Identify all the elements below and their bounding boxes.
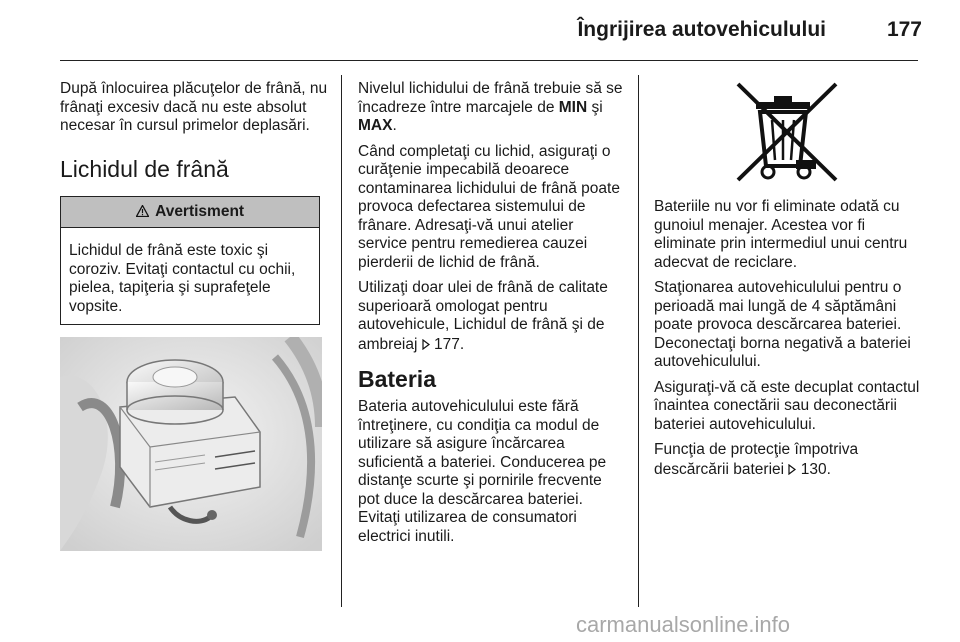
battery-paragraph: Bateria autovehiculului este fără întreţinere, cu condiţia ca modul de utilizare să asigure încărcarea suficientă a bateriei. Conducerea pe distanţe scurte şi pornirile frecvente pot duce la descărcarea bateriei. Evitaţi utilizarea de consumatori electrici inutili. <box>358 398 607 545</box>
watermark: carmanualsonline.info <box>576 612 791 637</box>
warning-box <box>60 196 320 326</box>
brake-fluid-level-paragraph <box>358 80 626 136</box>
fluid-quality-page-ref[interactable]: 177. <box>429 335 465 353</box>
section-heading-brake-fluid: Lichidul de frână <box>60 155 229 182</box>
level-text-and: şi <box>587 98 603 116</box>
column-divider-1 <box>341 75 342 607</box>
parking-paragraph: Staţionarea autovehiculului pentru o perioadă mai lungă de 4 săptămâni poate provoca descărcarea bateriei. Deconectaţi borna negativă a bateriei autovehiculului. <box>654 279 911 370</box>
brake-fluid-reservoir-image <box>60 337 322 551</box>
min-mark-label: MIN <box>558 98 588 116</box>
column-2 <box>358 80 626 553</box>
section-heading-battery: Bateria <box>358 366 436 392</box>
discharge-protection-paragraph <box>654 441 924 479</box>
chapter-title: Îngrijirea autovehiculului <box>577 18 826 41</box>
topping-up-paragraph: Când completaţi cu lichid, asiguraţi o curăţenie impecabilă deoarece contaminarea lichidului de frână poate provoca defectarea sistemului de frânare. Adresaţi-vă unui atelier service pentru remedierea cauzei pierderii de lichid de frână. <box>358 142 620 271</box>
column-1 <box>60 80 332 551</box>
warning-header <box>61 197 319 229</box>
max-mark-label: MAX <box>358 117 393 134</box>
fluid-quality-paragraph <box>358 279 626 354</box>
page-number: 177 <box>886 18 922 41</box>
disposal-paragraph: Bateriile nu vor fi eliminate odată cu gunoiul menajer. Acestea vor fi eliminate prin intermediul unui centru adecvat de reciclare. <box>654 198 908 271</box>
warning-text: Lichidul de frână este toxic şi coroziv. Evitaţi contactul cu ochii, pielea, tapiţeria şi suprafeţele vopsite. <box>69 242 296 315</box>
column-3 <box>654 80 924 486</box>
intro-paragraph: După înlocuirea plăcuţelor de frână, nu frânaţi excesiv dacă nu este absolut necesar în cursul primelor deplasări. <box>60 80 328 134</box>
level-text: Nivelul lichidului de frână trebuie să se încadreze între marcajele de <box>358 80 623 116</box>
ignition-paragraph: Asiguraţi-vă că este decuplat contactul înaintea conectării sau deconectării bateriei autovehiculului. <box>654 378 920 433</box>
page-reference-icon <box>422 336 430 352</box>
warning-title: Avertisment <box>155 202 245 220</box>
column-divider-2 <box>638 75 639 607</box>
crossed-out-bin-icon <box>732 80 842 188</box>
discharge-protection-page-ref[interactable]: 130. <box>796 460 831 478</box>
header-rule <box>60 60 918 61</box>
warning-icon <box>136 203 153 220</box>
discharge-protection-text: Funcţia de protecţie împotriva descărcării bateriei <box>654 441 859 478</box>
level-text-end: . <box>392 117 397 134</box>
fluid-quality-text: Utilizaţi doar ulei de frână de calitate superioară omologat pentru autovehicule, Lichidul de frână şi de ambreiaj <box>358 279 608 353</box>
